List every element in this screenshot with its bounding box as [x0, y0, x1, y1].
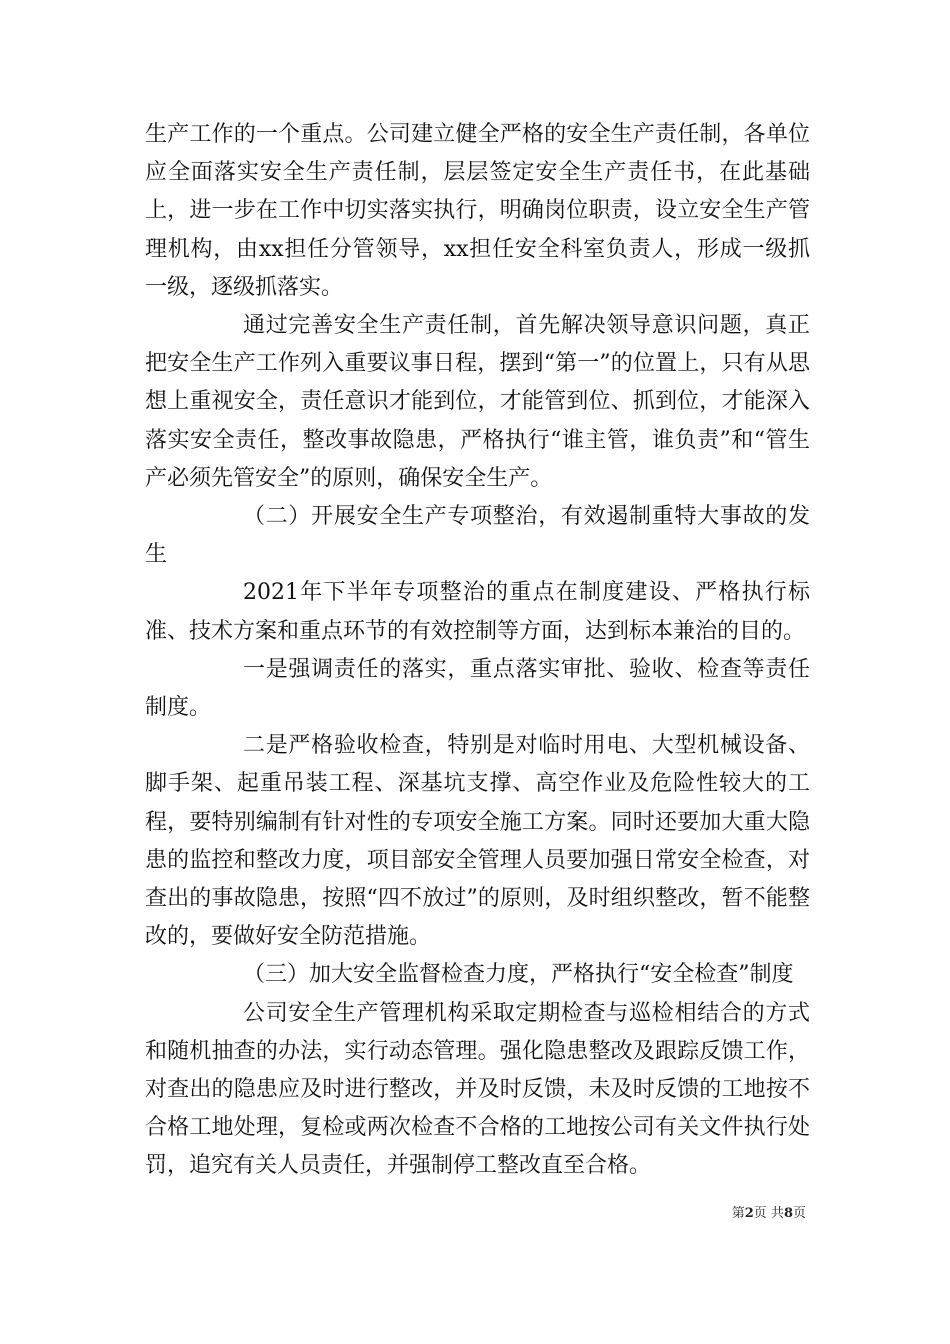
footer-suffix: 页 [792, 1206, 806, 1221]
footer-current-page: 2 [744, 1206, 754, 1221]
page-footer [732, 1202, 806, 1221]
footer-middle: 页 共 [753, 1206, 784, 1221]
paragraph-continuation: 生产工作的一个重点。公司建立健全严格的安全生产责任制，各单位应全面落实安全生产责任制，层层签定安全生产责任书，在此基础上，进一步在工作中切实落实执行，明确岗位职责，设立安全生产管理机构，由xx担任分管领导，xx担任安全科室负责人，形成一级抓一级，逐级抓落实。 [145, 122, 810, 300]
footer-prefix: 第 [731, 1206, 745, 1221]
paragraph-responsibility: 通过完善安全生产责任制，首先解决领导意识问题，真正把安全生产工作列入重要议事日程，摆到“第一”的位置上，只有从思想上重视安全，责任意识才能到位，才能管到位、抓到位，才能深入落实安全责任，整改事故隐患，严格执行“谁主管，谁负责”和“管生产必须先管安全”的原则，确保安全生产。 [145, 313, 810, 491]
paragraph-inspection: 公司安全生产管理机构采取定期检查与巡检相结合的方式和随机抽查的办法，实行动态管理。强化隐患整改及跟踪反馈工作，对查出的隐患应及时进行整改，并及时反馈，未及时反馈的工地按不合格工地处理，复检或两次检查不合格的工地按公司有关文件执行处罚，追究有关人员责任，并强制停工整改直至合格。 [145, 1000, 810, 1179]
document-body [145, 116, 810, 1186]
section-heading-2: （二）开展安全生产专项整治，有效遏制重特大事故的发生 [145, 504, 810, 568]
footer-total-pages: 8 [783, 1206, 793, 1221]
paragraph-point-one: 一是强调责任的落实，重点落实审批、验收、检查等责任制度。 [145, 656, 810, 721]
paragraph-special-rectification: 2021年下半年专项整治的重点在制度建设、严格执行标准、技术方案和重点环节的有效控制等方面，达到标本兼治的目的。 [145, 580, 810, 644]
section-heading-3: （三）加大安全监督检查力度，严格执行“安全检查”制度 [243, 962, 794, 988]
paragraph-point-two: 二是严格验收检查，特别是对临时用电、大型机械设备、脚手架、起重吊装工程、深基坑支撑、高空作业及危险性较大的工程，要特别编制有针对性的专项安全施工方案。同时还要加大重大隐患的监控和整改力度，项目部安全管理人员要加强日常安全检查，对查出的事故隐患，按照“四不放过”的原则，及时组织整改，暂不能整改的，要做好安全防范措施。 [145, 733, 810, 950]
